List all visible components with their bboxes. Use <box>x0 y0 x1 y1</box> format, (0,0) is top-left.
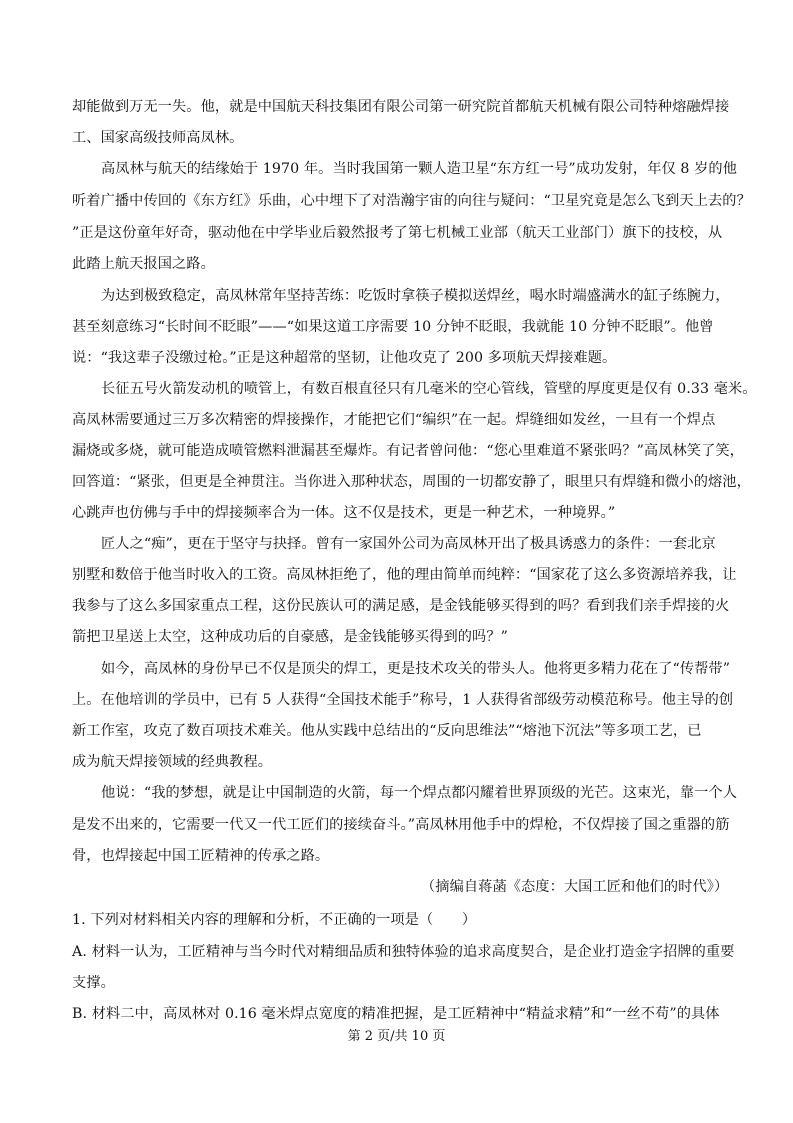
text-line: 他说：“我的梦想，就是让中国制造的火箭，每一个焊点都闪耀着世界顶级的光芒。这束光，靠一个人 <box>101 785 738 801</box>
text-line: 回答道：“紧张，但更是全神贯注。当你进入那种状态，周围的一切都安静了，眼里只有焊缝和微小的熔池， <box>72 474 751 490</box>
text-line: 长征五号火箭发动机的喷管上，有数百根直径只有几毫米的空心管线，管壁的厚度更是仅有 0.33 毫米。 <box>101 381 757 397</box>
option-a-continued: 支撑。 <box>72 975 115 991</box>
text-line: 是发不出来的，它需要一代又一代工匠们的接续奋斗。”高凤林用他手中的焊枪，不仅焊接了国之重器的筋 <box>72 817 730 833</box>
source-citation: （摘编自蒋菡《态度：大国工匠和他们的时代》） <box>421 879 729 895</box>
page-footer: 第 2 页/共 10 页 <box>347 1029 446 1044</box>
text-line: 说：“我这辈子没缴过枪。”正是这种超常的坚韧，让他攻克了 200 多项航天焊接难题。 <box>72 350 617 366</box>
text-line: 匠人之“痴”，更在于坚守与抉择。曾有一家国外公司为高凤林开出了极具诱惑力的条件：一套北京 <box>101 536 716 552</box>
text-line: 却能做到万无一失。他，就是中国航天科技集团有限公司第一研究院首都航天机械有限公司特种熔融焊接 <box>72 99 730 115</box>
text-line: 漏烧或多烧，就可能造成喷管燃料泄漏甚至爆炸。有记者曾问他：“您心里难道不紧张吗？”高凤林笑了笑， <box>72 443 744 459</box>
text-line: 高凤林与航天的结缘始于 1970 年。当时我国第一颗人造卫星“东方红一号”成功发射，年仅 8 岁的他 <box>101 161 737 177</box>
text-line: 听着广播中传回的《东方红》乐曲，心中埋下了对浩瀚宇宙的向往与疑问：“卫星究竟是怎么飞到天上去的？ <box>72 193 751 209</box>
option-b: B. 材料二中，高凤林对 0.16 毫米焊点宽度的精准把握，是工匠精神中“精益求精”和“一丝不苟”的具体 <box>72 1006 720 1022</box>
text-line: 如今，高凤林的身份早已不仅是顶尖的焊工，更是技术攻关的带头人。他将更多精力花在了“传帮带” <box>101 661 731 677</box>
text-line: 工、国家高级技师高凤林。 <box>72 130 244 146</box>
text-line: 箭把卫星送上太空，这种成功后的自豪感，是金钱能够买得到的吗？” <box>72 629 508 645</box>
text-line: 此踏上航天报国之路。 <box>72 256 215 272</box>
text-line: 成为航天焊接领域的经典教程。 <box>72 754 273 770</box>
text-line: 高凤林需要通过三万多次精密的焊接操作，才能把它们“编织”在一起。焊缝细如发丝，一旦有一个焊点 <box>72 412 716 428</box>
text-line: 心跳声也仿佛与手中的焊接频率合为一体。这不仅是技术，更是一种艺术，一种境界。” <box>72 505 616 521</box>
question-stem: 1. 下列对材料相关内容的理解和分析，不正确的一项是（ ） <box>72 912 477 928</box>
option-a: A. 材料一认为，工匠精神与当今时代对精细品质和独特体验的追求高度契合，是企业打造金字招牌的重要 <box>72 944 735 960</box>
text-line: ”正是这份童年好奇，驱动他在中学毕业后毅然报考了第七机械工业部（航天工业部门）旗下的技校，从 <box>72 225 723 241</box>
text-line: 骨，也焊接起中国工匠精神的传承之路。 <box>72 848 330 864</box>
text-line: 我参与了这么多国家重点工程，这份民族认可的满足感，是金钱能够买得到的吗？看到我们亲手焊接的火 <box>72 598 730 614</box>
text-line: 别墅和数倍于他当时收入的工资。高凤林拒绝了，他的理由简单而纯粹：“国家花了这么多资源培养我，让 <box>72 567 737 583</box>
text-line: 为达到极致稳定，高凤林常年坚持苦练：吃饭时拿筷子模拟送焊丝，喝水时端盛满水的缸子练腕力， <box>101 288 730 304</box>
text-line: 新工作室，攻克了数百项技术难关。他从实践中总结出的“反向思维法”“熔池下沉法”等多项工艺，已 <box>72 723 702 739</box>
text-line: 上。在他培训的学员中，已有 5 人获得“全国技术能手”称号，1 人获得省部级劳动模范称号。他主导的创 <box>72 692 734 708</box>
text-line: 甚至刻意练习“长时间不眨眼”——“如果这道工序需要 10 分钟不眨眼，我就能 10 分钟不眨眼”。他曾 <box>72 319 714 335</box>
